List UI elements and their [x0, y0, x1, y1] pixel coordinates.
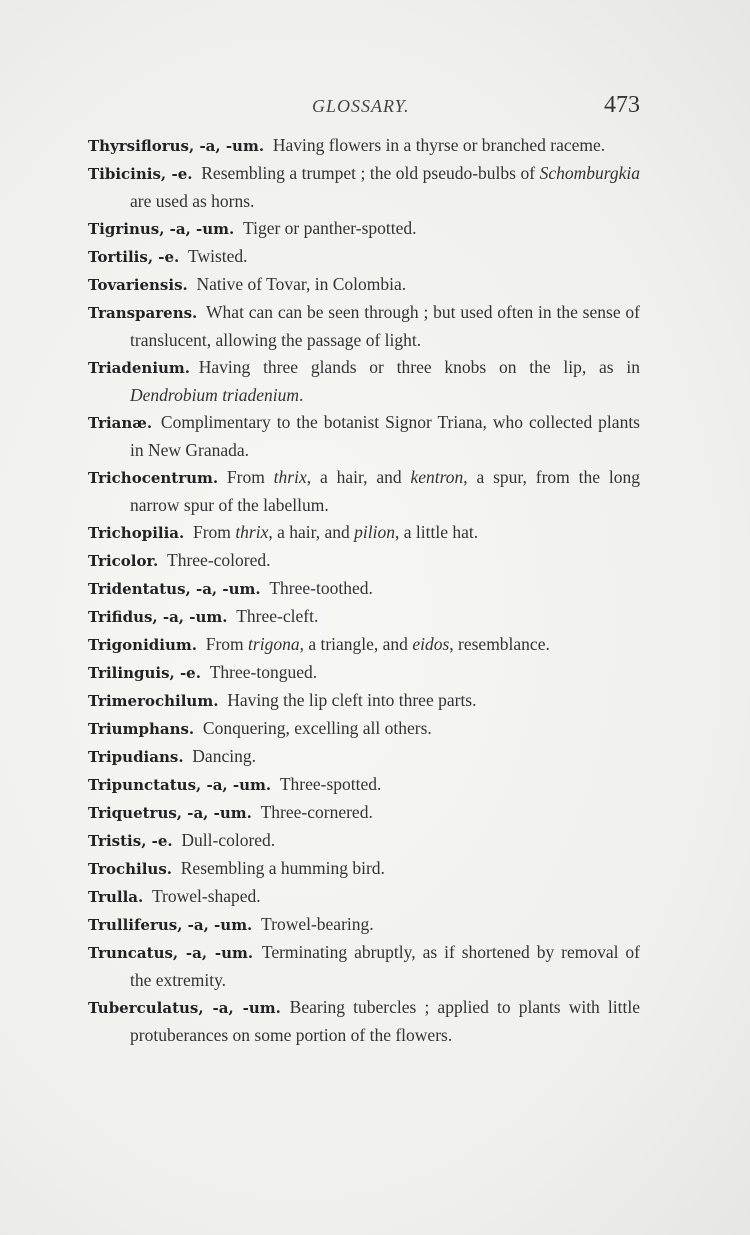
- glossary-entry: [88, 547, 640, 575]
- entry-definition: [206, 634, 550, 654]
- definition-text: Dull-colored.: [181, 830, 276, 850]
- entry-term: Trifidus, -a, -um.: [88, 608, 228, 626]
- entry-definition: [261, 802, 373, 822]
- definition-text: , a hair, and: [306, 467, 411, 487]
- entry-term: Trimerochilum.: [88, 692, 219, 710]
- glossary-entry: [88, 994, 640, 1049]
- glossary-entry: [88, 354, 640, 409]
- glossary-entry: [88, 631, 640, 659]
- entry-term: Thyrsiflorus, -a, -um.: [88, 137, 265, 155]
- entry-term: Trochilus.: [88, 860, 172, 878]
- definition-italic-text: trigona: [248, 634, 300, 654]
- definition-text: , resemblance.: [449, 634, 550, 654]
- entry-term: Tridentatus, -a, -um.: [88, 580, 261, 598]
- entry-definition: [167, 550, 270, 570]
- entry-term: Tibicinis, -e.: [88, 165, 193, 183]
- definition-italic-text: eidos: [412, 634, 450, 654]
- definition-text: Having three glands or three knobs on the lip, as in: [198, 357, 640, 377]
- glossary-entry: [88, 659, 640, 687]
- entry-term: Transparens.: [88, 304, 198, 322]
- entry-term: Trulliferus, -a, -um.: [88, 916, 253, 934]
- entry-definition: [188, 246, 248, 266]
- glossary-entry: [88, 855, 640, 883]
- definition-text: Dancing.: [192, 746, 256, 766]
- entry-definition: [243, 218, 417, 238]
- definition-text: Having the lip cleft into three parts.: [227, 690, 477, 710]
- entry-definition: [192, 746, 256, 766]
- entry-definition: [130, 163, 640, 211]
- glossary-entry: [88, 299, 640, 354]
- entry-term: Tripunctatus, -a, -um.: [88, 776, 272, 794]
- definition-text: Bearing tubercles ; applied to plants with little protuberances on some portion of the flowers.: [130, 997, 640, 1045]
- entry-term: Trilinguis, -e.: [88, 664, 201, 682]
- definition-text: , a hair, and: [268, 522, 355, 542]
- entry-term: Triumphans.: [88, 720, 195, 738]
- definition-text: are used as horns.: [130, 191, 255, 211]
- entry-definition: [269, 578, 373, 598]
- definition-text: Three-cornered.: [260, 802, 373, 822]
- glossary-entry: [88, 771, 640, 799]
- entry-definition: [197, 274, 407, 294]
- definition-text: Three-cleft.: [236, 606, 319, 626]
- entry-definition: [130, 302, 640, 350]
- definition-text: Trowel-shaped.: [151, 886, 261, 906]
- definition-text: From: [226, 467, 274, 487]
- glossary-entry: [88, 160, 640, 215]
- glossary-entry: [88, 827, 640, 855]
- glossary-entry: [88, 715, 640, 743]
- definition-text: Resembling a humming bird.: [180, 858, 385, 878]
- definition-italic-text: kentron: [410, 467, 464, 487]
- glossary-entries: [88, 132, 640, 1049]
- entry-definition: [210, 662, 317, 682]
- entry-definition: [130, 412, 640, 460]
- entry-definition: [280, 774, 382, 794]
- entry-definition: [181, 830, 275, 850]
- definition-text: Three-tongued.: [209, 662, 318, 682]
- definition-text: Having flowers in a thyrse or branched raceme.: [272, 135, 606, 155]
- definition-text: , a spur, from the long narrow spur of the labellum.: [130, 467, 640, 515]
- glossary-entry: [88, 215, 640, 243]
- definition-italic-text: pilion: [354, 522, 396, 542]
- glossary-entry: [88, 243, 640, 271]
- entry-term: Tripudians.: [88, 748, 184, 766]
- glossary-entry: [88, 132, 640, 160]
- definition-text: , a triangle, and: [299, 634, 413, 654]
- entry-term: Tortilis, -e.: [88, 248, 180, 266]
- glossary-entry: [88, 687, 640, 715]
- definition-text: , a little hat.: [395, 522, 479, 542]
- entry-term: Tovariensis.: [88, 276, 188, 294]
- definition-text: Three-toothed.: [269, 578, 373, 598]
- entry-term: Triquetrus, -a, -um.: [88, 804, 252, 822]
- entry-term: Tristis, -e.: [88, 832, 173, 850]
- glossary-entry: [88, 575, 640, 603]
- entry-definition: [261, 914, 374, 934]
- entry-definition: [203, 718, 432, 738]
- glossary-entry: [88, 603, 640, 631]
- definition-text: What can can be seen through ; but used often in the sense of translucent, allowing the passage of light.: [130, 302, 640, 350]
- entry-definition: [130, 357, 640, 405]
- definition-text: Conquering, excelling all others.: [202, 718, 432, 738]
- entry-term: Trichocentrum.: [88, 469, 219, 487]
- entry-term: Tricolor.: [88, 552, 159, 570]
- glossary-entry: [88, 911, 640, 939]
- entry-definition: [227, 690, 476, 710]
- definition-italic-text: thrix: [235, 522, 269, 542]
- definition-text: Native of Tovar, in Colombia.: [196, 274, 407, 294]
- entry-term: Triadenium.: [88, 359, 191, 377]
- glossary-entry: [88, 409, 640, 464]
- definition-text: Three-spotted.: [279, 774, 382, 794]
- definition-text: From: [193, 522, 236, 542]
- entry-term: Trulla.: [88, 888, 144, 906]
- definition-italic-text: thrix: [273, 467, 307, 487]
- entry-term: Tuberculatus, -a, -um.: [88, 999, 281, 1017]
- glossary-entry: [88, 464, 640, 519]
- page-number: 473: [604, 92, 640, 118]
- definition-text: Complimentary to the botanist Signor Triana, who collected plants in New Granada.: [130, 412, 640, 460]
- definition-text: .: [299, 385, 304, 405]
- entry-definition: [181, 858, 385, 878]
- definition-text: Twisted.: [188, 246, 248, 266]
- entry-definition: [273, 135, 605, 155]
- entry-term: Trichopilia.: [88, 524, 185, 542]
- definition-text: Terminating abruptly, as if shortened by removal of the extremity.: [130, 942, 640, 990]
- glossary-entry: [88, 799, 640, 827]
- definition-italic-text: Schomburgkia: [539, 163, 641, 183]
- entry-definition: [236, 606, 318, 626]
- entry-term: Trianæ.: [88, 414, 153, 432]
- definition-text: Resembling a trumpet ; the old pseudo-bulbs of: [201, 163, 540, 183]
- entry-term: Tigrinus, -a, -um.: [88, 220, 235, 238]
- entry-definition: [152, 886, 261, 906]
- definition-italic-text: Dendrobium triadenium: [130, 385, 299, 405]
- running-header: [90, 92, 640, 126]
- definition-text: Three-colored.: [167, 550, 271, 570]
- entry-term: Trigonidium.: [88, 636, 197, 654]
- definition-text: Tiger or panther-spotted.: [243, 218, 417, 238]
- glossary-entry: [88, 743, 640, 771]
- entry-term: Truncatus, -a, -um.: [88, 944, 254, 962]
- definition-text: From: [205, 634, 249, 654]
- glossary-entry: [88, 883, 640, 911]
- glossary-entry: [88, 939, 640, 994]
- entry-definition: [193, 522, 478, 542]
- glossary-entry: [88, 271, 640, 299]
- running-title: GLOSSARY.: [312, 96, 410, 116]
- definition-text: Trowel-bearing.: [261, 914, 374, 934]
- glossary-entry: [88, 519, 640, 547]
